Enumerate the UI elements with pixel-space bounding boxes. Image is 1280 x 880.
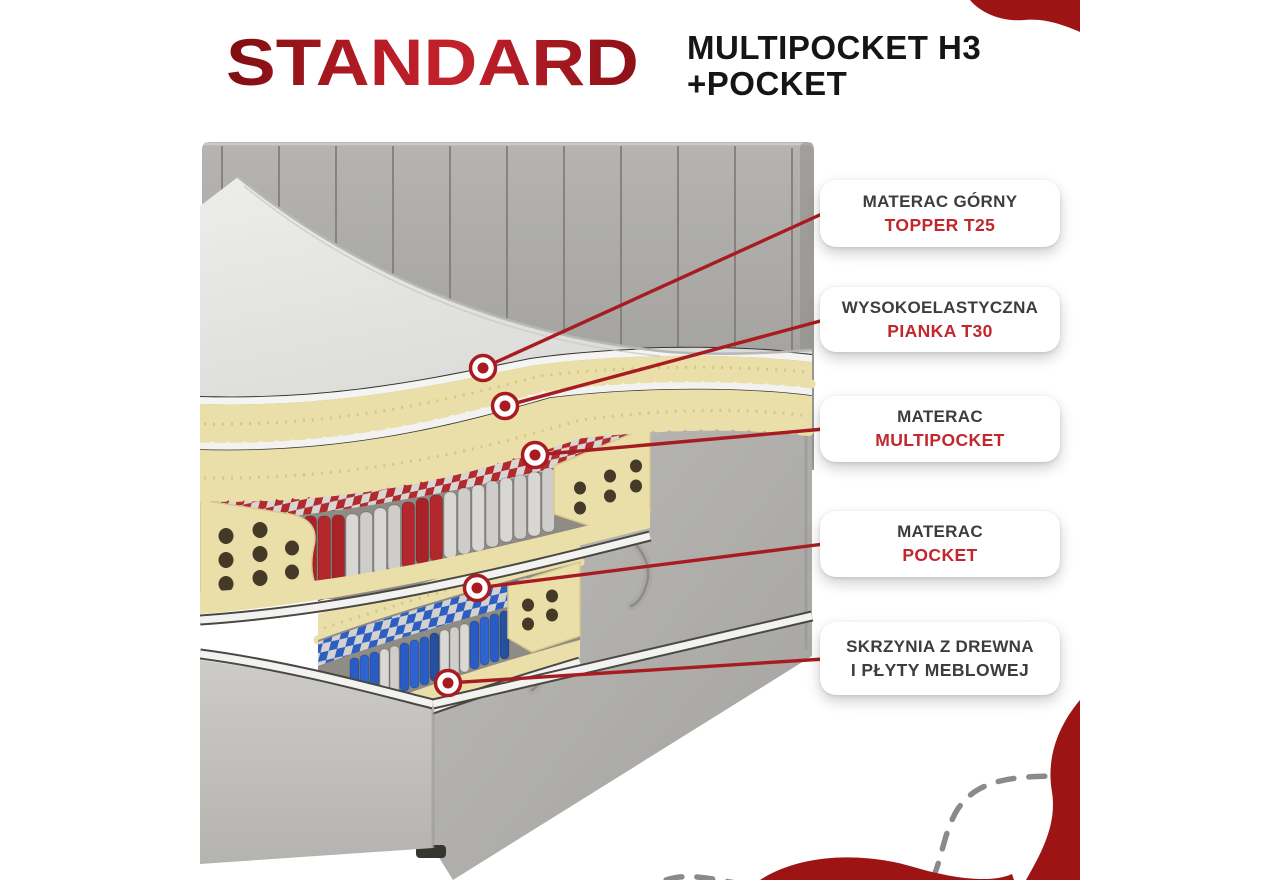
layer-marker-icon bbox=[523, 443, 548, 468]
callout-label: MATERAC bbox=[897, 407, 983, 426]
callout-card-skrzynia bbox=[820, 622, 1060, 695]
page-subtitle bbox=[687, 30, 981, 102]
callout-card-topper bbox=[820, 180, 1060, 247]
callout-card-multipocket bbox=[820, 396, 1060, 462]
layer-marker-icon bbox=[436, 671, 461, 696]
corner-blob-bottom-wave bbox=[760, 857, 1014, 880]
callout-value: PIANKA T30 bbox=[887, 320, 993, 341]
page-subtitle-line1: MULTIPOCKET H3 bbox=[687, 29, 982, 66]
layer-marker-icon bbox=[471, 356, 496, 381]
callout-label: MATERAC bbox=[897, 522, 983, 541]
callout-label-line2: I PŁYTY MEBLOWEJ bbox=[850, 659, 1030, 680]
corner-blob-bottom-right bbox=[1026, 700, 1080, 880]
callout-value: POCKET bbox=[902, 545, 978, 565]
callout-label: MATERAC GÓRNY bbox=[862, 191, 1018, 211]
callout-label: WYSOKOELASTYCZNA bbox=[841, 297, 1039, 317]
callout-label: SKRZYNIA Z DREWNA bbox=[846, 636, 1034, 656]
callout-card-pianka bbox=[820, 287, 1060, 352]
page-subtitle-line2: +POCKET bbox=[687, 65, 848, 102]
callout-card-pocket bbox=[820, 511, 1060, 577]
callout-value: TOPPER T25 bbox=[884, 214, 996, 235]
callout-value: MULTIPOCKET bbox=[875, 430, 1005, 450]
layer-marker-icon bbox=[493, 394, 518, 419]
corner-blob-top-right bbox=[970, 0, 1080, 32]
layer-marker-icon bbox=[465, 576, 490, 601]
page-title: STANDARD bbox=[226, 22, 639, 102]
infographic-square bbox=[200, 0, 1080, 880]
